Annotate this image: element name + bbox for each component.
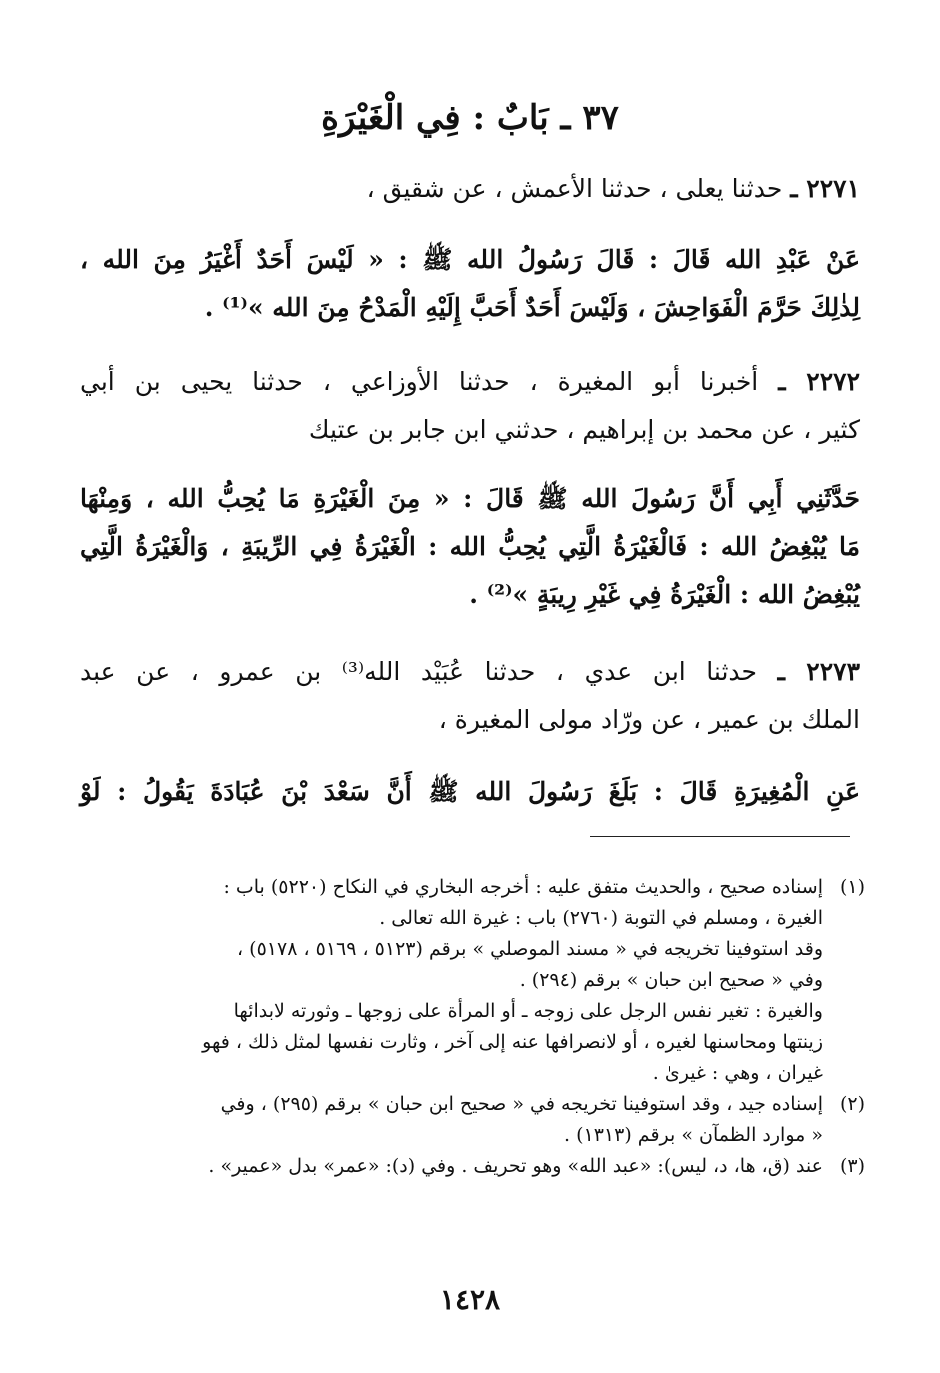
footnote-line: « موارد الظمآن » برقم (١٣١٣) . [564,1124,823,1146]
hadith-isnad-line [80,358,860,406]
footnote-line: إسناده صحيح ، والحديث متفق عليه : أخرجه البخاري في النكاح (٥٢٢٠) باب : [223,876,823,898]
hadith-isnad-line [80,165,860,213]
hadith-2273 [80,648,860,744]
footnote-line: والغيرة : تغير نفس الرجل على زوجه ـ أو المرأة على زوجها ـ وثورته لابدائها [233,1000,823,1022]
footnote-line: وفي « صحيح ابن حبان » برقم (٢٩٤) . [519,969,823,991]
matn-line: يُبْغِضُ الله : الْغَيْرَةُ فِي غَيْرِ رِيبَةٍ »⁽²⁾ . [469,580,860,609]
hadith-isnad-line [80,648,860,696]
footnote-line: زينتها ومحاسنها لغيره ، أو لانصرافها عنه إلى آخر ، وثارت نفسها لمثل ذلك ، فهو [202,1031,823,1053]
hadith-2272-matn [80,475,860,619]
footnote-line: وقد استوفينا تخريجه في « مسند الموصلي » برقم (٥١٢٣ ، ٥١٦٩ ، ٥١٧٨) ، [236,938,823,960]
footnote-marker: (١) [839,876,865,898]
chapter-title: ٣٧ ـ بَابٌ : فِي الْغَيْرَةِ [321,98,619,138]
hadith-2271-matn [80,236,860,332]
hadith-2272 [80,358,860,454]
hadith-isnad-line: الملك بن عمير ، عن ورّاد مولى المغيرة ، [438,705,860,734]
footnote-2 [75,1089,865,1151]
hadith-number: ٢٢٧١ ـ [790,174,860,203]
hadith-isnad: حدثنا ابن عدي ، حدثنا عُبَيْد الله⁽³⁾ بن عمرو ، عن عبد [80,657,758,686]
matn-line: عَنْ عَبْدِ الله قَالَ : قَالَ رَسُولُ الله ﷺ : « لَيْسَ أَحَدٌ أَغْيَرُ مِنَ الله ، [80,245,860,274]
hadith-number: ٢٢٧٢ ـ [778,367,860,396]
footnotes [75,872,865,1182]
hadith-2271 [80,165,860,213]
matn-line: حَدَّثَنِي أَبِي أَنَّ رَسُولَ الله ﷺ قَالَ : « مِنَ الْغَيْرَةِ مَا يُحِبُّ الله ، وَمِنْهَا [80,484,860,513]
footnote-line: إسناده جيد ، وقد استوفينا تخريجه في « صحيح ابن حبان » برقم (٢٩٥) ، وفي [220,1093,823,1115]
footnote-line: الغيرة ، ومسلم في التوبة (٢٧٦٠) باب : غيرة الله تعالى . [379,907,823,929]
footnote-marker: (٢) [839,1093,865,1115]
hadith-isnad: حدثنا يعلى ، حدثنا الأعمش ، عن شقيق ، [366,174,783,203]
page-number: ١٤٢٨ [439,1283,501,1316]
hadith-2273-matn [80,768,860,816]
hadith-isnad: أخبرنا أبو المغيرة ، حدثنا الأوزاعي ، حدثنا يحيى بن أبي [80,367,759,396]
footnote-line: غيران ، وهي : غيرىٰ . [652,1062,823,1084]
footnote-3 [75,1151,865,1182]
footnote-marker: (٣) [839,1155,865,1177]
hadith-isnad-line: كثير ، عن محمد بن إبراهيم ، حدثني ابن جابر بن عتيك [308,415,860,444]
hadith-number: ٢٢٧٣ ـ [777,657,860,686]
footnote-1 [75,872,865,1089]
matn-line: لِذٰلِكَ حَرَّمَ الْفَوَاحِشَ ، وَلَيْسَ أَحَدٌ أَحَبَّ إِلَيْهِ الْمَدْحُ مِنَ الله »⁽¹⁾ . [204,293,860,322]
matn-line: مَا يُبْغِضُ الله : فَالْغَيْرَةُ الَّتِي يُحِبُّ الله : الْغَيْرَةُ فِي الرِّيبَةِ ، وَالْغَيْرَةُ الَّتِي [80,532,860,561]
footnote-divider [590,836,850,837]
matn-line: عَنِ الْمُغِيرَةِ قَالَ : بَلَغَ رَسُولَ الله ﷺ أَنَّ سَعْدَ بْنَ عُبَادَةَ يَقُولُ : لَوْ [80,777,860,806]
footnote-line: عند (ق، ها، د، ليس): «عبد الله» وهو تحريف . وفي (د): «عمر» بدل «عمير» . [208,1155,823,1177]
